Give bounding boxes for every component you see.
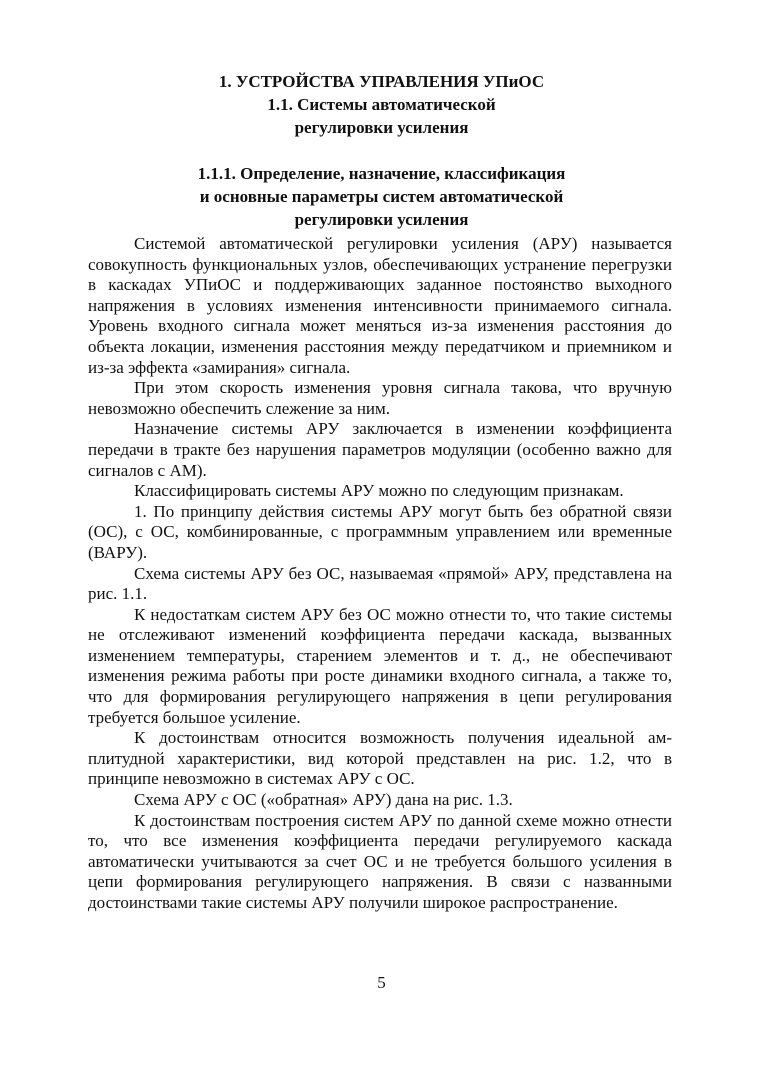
page-number: 5 <box>377 973 386 992</box>
paragraph-feedback-scheme: Схема АРУ с ОС («обратная» АРУ) дана на рис. 1.3. <box>134 790 513 810</box>
section-heading <box>0 162 763 231</box>
subsection-title-continued: регулировки усиления <box>294 118 469 137</box>
chapter-heading <box>0 70 763 139</box>
paragraph-principle: 1. По принципу действия системы АРУ могут быть без обратной связи (ОС), с ОС, комбинированные, с программным управлением или временные (ВАРУ). <box>88 501 672 562</box>
paragraph-purpose: Назначение системы АРУ заключается в изменении коэффициента передачи в тракте без нарушения параметров модуляции (особенно важно для сигналов с АМ). <box>88 419 672 480</box>
chapter-title: 1. УСТРОЙСТВА УПРАВЛЕНИЯ УПиОС <box>218 72 545 91</box>
body-text <box>88 234 672 914</box>
paragraph-definition: Системой автоматической регулировки усиления (АРУ) называется совокупность функциональных узлов, обеспечивающих устранение перегрузки в каскадах УПиОС и поддерживающих заданное постоянство выходного напряжения в условиях изменения интенсивности принимаемого сигнала. Уровень входного сигнала может меняться из-за изменения расстояния до объекта локации, изменения расстояния между передатчиком и приемником и из-за эффекта «замирания» сигнала. <box>88 234 672 377</box>
paragraph-classification: Классифицировать системы АРУ можно по следующим признакам. <box>134 481 624 501</box>
section-title: 1.1.1. Определение, назначение, классификация <box>197 164 566 183</box>
paragraph-speed: При этом скорость изменения уровня сигнала такова, что вручную невозможно обеспечить слежение за ним. <box>88 378 672 418</box>
paragraph-direct-scheme: Схема системы АРУ без ОС, называемая «прямой» АРУ, представлена на рис. 1.1. <box>88 563 672 604</box>
subsection-title: 1.1. Системы автоматической <box>267 95 496 114</box>
section-title-line-3: регулировки усиления <box>294 210 469 229</box>
paragraph-advantages: К достоинствам относится возможность получения идеальной амплитудной характеристики, вид которой представлен на рис. 1.2, что в принципе невозможно в системах АРУ с ОС. <box>88 728 672 789</box>
section-title-line-2: и основные параметры систем автоматической <box>199 187 564 206</box>
paragraph-disadvantages: К недостаткам систем АРУ без ОС можно отнести то, что такие системы не отслеживают изменений коэффициента передачи каскада, вызванных изменением температуры, старением элементов и т. д., не обеспечивают изменения режима работы при росте динамики входного сигнала, а также то, что для формирования регулирующего напряжения в цепи регулирования требуется большое усиление. <box>88 604 672 727</box>
paragraph-feedback-advantages: К достоинствам построения систем АРУ по данной схеме можно отнести то, что все изменения коэффициента передачи регулируемого каскада автоматически учитываются за счет ОС и не требуется большого усиления в цепи формирования регулирующего напряжения. В связи с названными достоинствами такие системы АРУ получили широкое распространение. <box>88 810 672 912</box>
